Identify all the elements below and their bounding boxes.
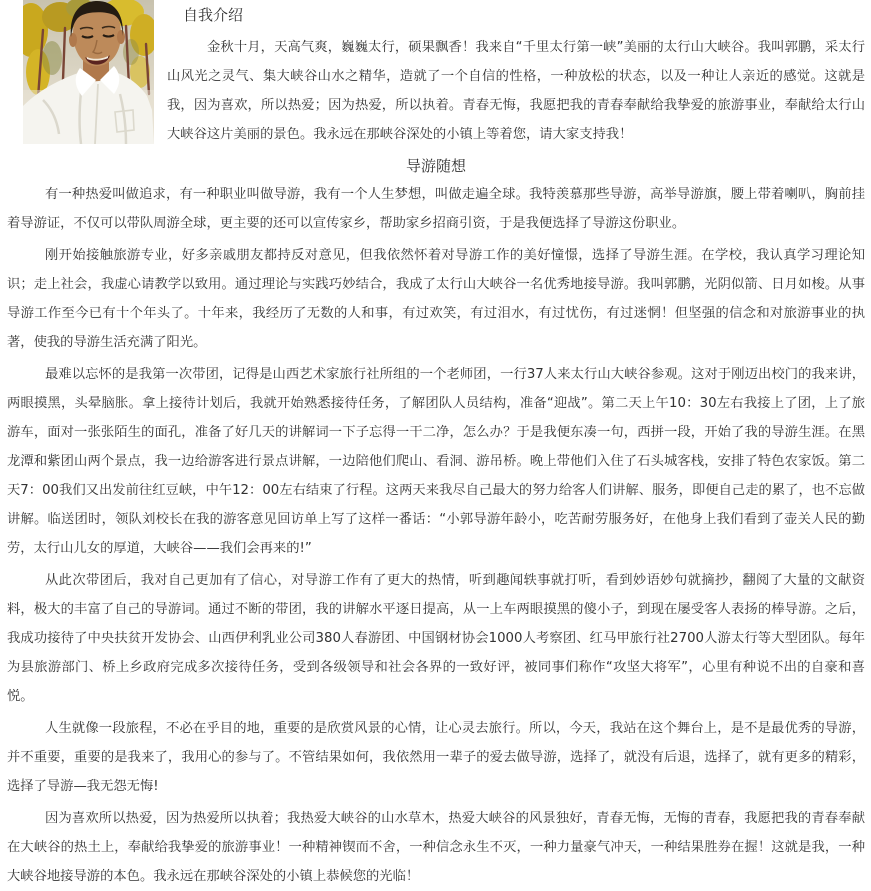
- essay-paragraph-4: 从此次带团后，我对自己更加有了信心，对导游工作有了更大的热情，听到趣闻轶事就打听，看到妙语妙句就摘抄，翻阅了大量的文献资料，极大的丰富了自己的导游词。通过不断的带团，我的讲解水平逐日提高，从一上车两眼摸黑的傻小子，到现在屡受客人表扬的棒导游。之后，我成功接待了中央扶贫开发协会、山西伊利乳业公司380人春游团、中国钢材协会1000人考察团、红马甲旅行社2700人游太行等大型团队。每年为县旅游部门、桥上乡政府完成多次接待任务，受到各级领导和社会各界的一致好评，被同事们称作“攻坚大将军”，心里有种说不出的自豪和喜悦。: [7, 573, 865, 704]
- intro-title: 自我介绍: [183, 6, 244, 24]
- guide-photo-illustration: [23, 0, 154, 144]
- intro-body: [167, 0, 865, 149]
- essay-paragraph-6: 因为喜欢所以热爱，因为热爱所以执着；我热爱大峡谷的山水草木，热爱大峡谷的风景独好，青春无悔，无悔的青春，我愿把我的青春奉献在大峡谷的热土上，奉献给我挚爱的旅游事业！一种精神锲而不舍，一种信念永生不灭，一种力量豪气冲天，一种结果胜券在握！这就是我，一种大峡谷地接导游的本色。我永远在那峡谷深处的小镇上恭候您的光临！: [7, 811, 865, 884]
- essay-title: 导游随想: [405, 157, 466, 175]
- essay-paragraph-1: 有一种热爱叫做追求，有一种职业叫做导游，我有一个人生梦想，叫做走遍全球。我特羡慕那些导游，高举导游旗，腰上带着喇叭，胸前挂着导游证，不仅可以带队周游全球，更主要的还可以宣传家乡，帮助家乡招商引资，于是我便选择了导游这份职业。: [7, 187, 865, 231]
- guide-photo: [23, 0, 154, 144]
- intro-section: [7, 0, 865, 149]
- essay-paragraph-5: 人生就像一段旅程，不必在乎目的地，重要的是欣赏风景的心情，让心灵去旅行。所以，今天，我站在这个舞台上，是不是最优秀的导游，并不重要，重要的是我来了，我用心的参与了。不管结果如何，我依然用一辈子的爱去做导游，选择了，就没有后退，选择了，就有更多的精彩，选择了导游—我无怨无悔!: [7, 721, 865, 794]
- intro-paragraph: 金秋十月，天高气爽，巍巍太行，硕果飘香！我来自“千里太行第一峡”美丽的太行山大峡谷。我叫郭鹏，采太行山风光之灵气、集大峡谷山水之精华，造就了一个自信的性格，一种放松的状态，以及一种让人亲近的感觉。这就是我，因为喜欢，所以热爱；因为热爱，所以执着。青春无悔，我愿把我的青春奉献给我挚爱的旅游事业，奉献给太行山大峡谷这片美丽的景色。我永远在那峡谷深处的小镇上等着您，请大家支持我！: [167, 40, 865, 142]
- essay-paragraph-2: 刚开始接触旅游专业，好多亲戚朋友都持反对意见，但我依然怀着对导游工作的美好憧憬，选择了导游生涯。在学校，我认真学习理论知识；走上社会，我虚心请教学以致用。通过理论与实践巧妙结合，我成了太行山大峡谷一名优秀地接导游。我叫郭鹏，光阴似箭、日月如梭。从事导游工作至今已有十个年头了。十年来，我经历了无数的人和事，有过欢笑，有过泪水，有过忧伤，有过迷惘！但坚强的信念和对旅游事业的执著，使我的导游生活充满了阳光。: [7, 248, 865, 350]
- essay-paragraph-3: 最难以忘怀的是我第一次带团，记得是山西艺术家旅行社所组的一个老师团，一行37人来太行山大峡谷参观。这对于刚迈出校门的我来讲，两眼摸黑，头晕脑胀。拿上接待计划后，我就开始熟悉接待任务，了解团队人员结构，准备“迎战”。第二天上午10：30左右我接上了团，上了旅游车，面对一张张陌生的面孔，准备了好几天的讲解词一下子忘得一干二净，怎么办？于是我便东凑一句，西拼一段，开始了我的导游生涯。在黑龙潭和紫团山两个景点，我一边给游客进行景点讲解，一边陪他们爬山、看洞、游吊桥。晚上带他们入住了石头城客栈，安排了特色农家饭。第二天7：00我们又出发前往红豆峡，中午12：00左右结束了行程。这两天来我尽自己最大的努力给客人们讲解、服务，即便自己走的累了，也不忘做讲解。临送团时，领队刘校长在我的游客意见回访单上写了这样一番话：“小郭导游年龄小，吃苦耐劳服务好，在他身上我们看到了壶关人民的勤劳，太行山儿女的厚道，大峡谷——我们会再来的!”: [7, 367, 865, 556]
